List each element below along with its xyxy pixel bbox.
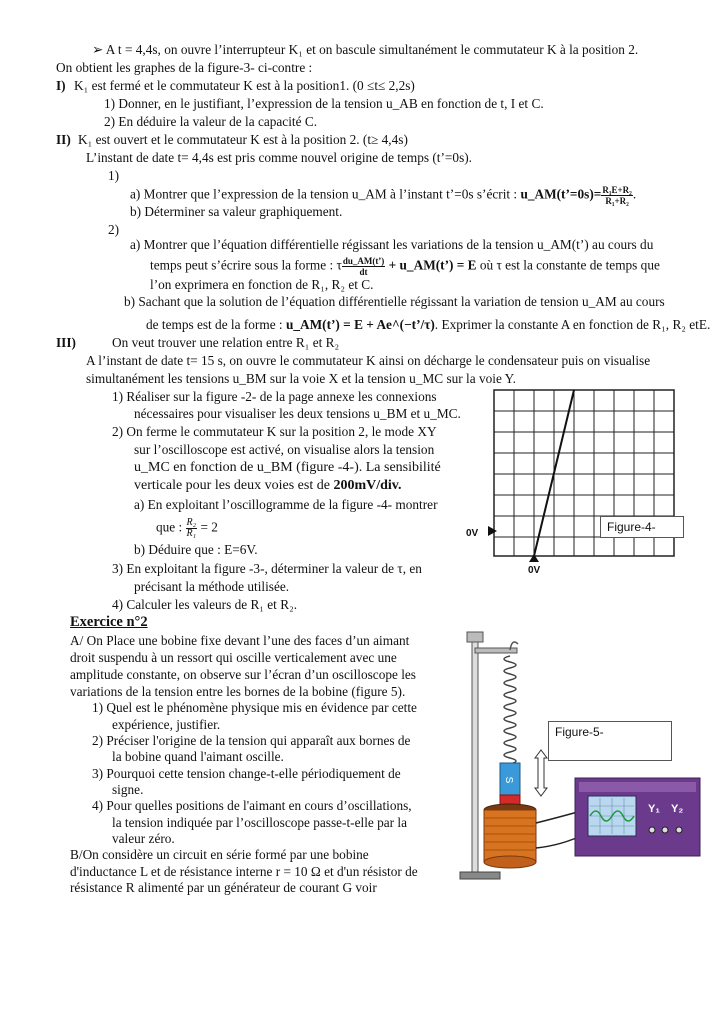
question-continued: sur l’oscilloscope est activé, on visualise alors la tension bbox=[134, 442, 435, 457]
zero-label-bottom: 0V bbox=[528, 565, 541, 576]
question-text: = 2 bbox=[200, 519, 218, 535]
knob bbox=[676, 827, 682, 833]
question: 2) En déduire la valeur de la capacité C. bbox=[104, 114, 318, 129]
question-continued: valeur zéro. bbox=[112, 831, 175, 846]
figure-4-oscillogram bbox=[470, 385, 690, 575]
stand-rod bbox=[472, 638, 478, 873]
fraction-numerator: R₂ bbox=[186, 517, 197, 528]
exercise-title: Exercice n°2 bbox=[70, 614, 148, 630]
text-line: variations de la tension entre les bornes de la bobine (figure 5). bbox=[70, 684, 406, 699]
question: 1) Quel est le phénomène physique mis en évidence par cette bbox=[92, 700, 417, 715]
oscillation-arrow bbox=[535, 750, 547, 796]
formula-uam-zero: u_AM(t’=0s)= bbox=[520, 186, 602, 202]
magnet-label-s: S bbox=[503, 776, 514, 784]
question: b) Déterminer sa valeur graphiquement. bbox=[130, 204, 343, 219]
text-line: B/On considère un circuit en série formé par une bobine bbox=[70, 847, 369, 862]
question: a) Montrer que l’expression de la tension u_AM à l’instant t’=0s s’écrit : u_AM(t’=0s)= $\frac{\text{R₁E+R₂}}{\text{R₁+R₂}}$ . bbox=[130, 185, 637, 206]
text-line: On obtient les graphes de la figure-3- ci-contre : bbox=[56, 60, 313, 75]
channel-label-y2: Y₂ bbox=[671, 803, 684, 815]
channel-label-y1: Y₁ bbox=[648, 803, 660, 815]
question: a) En exploitant l’oscillogramme de la figure -4- montrer bbox=[134, 497, 438, 512]
question-continued: l’on exprimera en fonction de R₁, R₂ et C. bbox=[150, 277, 374, 292]
fraction-numerator: du_AM(t’) bbox=[342, 256, 385, 266]
knob bbox=[649, 827, 655, 833]
question-continued bbox=[146, 316, 710, 333]
fraction-denominator: R₁+R₂ bbox=[605, 196, 629, 206]
fraction bbox=[186, 518, 198, 539]
text-line: On veut trouver une relation entre R₁ et R₂ bbox=[112, 335, 340, 350]
question-continued: expérience, justifier. bbox=[112, 717, 221, 732]
question-continued: précisant la méthode utilisée. bbox=[134, 579, 290, 594]
spring bbox=[504, 656, 516, 776]
text-line: résistance R alimenté par un générateur de courant G voir bbox=[70, 880, 377, 895]
question-text: verticale pour les deux voies est de bbox=[134, 478, 330, 493]
question-continued: u_MC en fonction de u_BM (figure -4-). La sensibilité bbox=[134, 460, 441, 475]
section-number: I) bbox=[56, 78, 66, 93]
text-line: K₁ est fermé et le commutateur K est à la position1. (0 ≤t≤ 2,2s) bbox=[74, 78, 415, 93]
question-text: que : bbox=[156, 519, 183, 535]
question-continued: signe. bbox=[112, 782, 144, 797]
question-continued bbox=[150, 256, 660, 277]
text-line: ➢ A t = 4,4s, on ouvre l’interrupteur K₁ et on bascule simultanément le commutateur K à la position 2. bbox=[92, 42, 639, 57]
question-continued: nécessaires pour visualiser les deux tensions u_BM et u_MC. bbox=[134, 406, 461, 421]
section-number: II) bbox=[56, 132, 71, 147]
question: 2) Préciser l'origine de la tension qui apparaît aux bornes de bbox=[92, 733, 411, 748]
question: 1) Réaliser sur la figure -2- de la page annexe les connexions bbox=[112, 389, 437, 404]
question-text: temps peut s’écrire sous la forme : τ bbox=[150, 257, 342, 273]
question-number: 1) bbox=[108, 168, 120, 183]
fraction bbox=[342, 256, 386, 277]
fraction-denominator: dt bbox=[359, 267, 368, 277]
question: 4) Calculer les valeurs de R₁ et R₂. bbox=[112, 597, 298, 612]
question: b) Sachant que la solution de l’équation différentielle régissant la variation de tension u_AM au cours bbox=[124, 294, 665, 309]
question-number: 2) bbox=[108, 222, 120, 237]
text-line: L’instant de date t= 4,4s est pris comme nouvel origine de temps (t’=0s). bbox=[86, 150, 473, 165]
text-line: A l’instant de date t= 15 s, on ouvre le commutateur K ainsi on décharge le condensateur puis on visualise bbox=[86, 353, 651, 368]
fraction bbox=[601, 185, 633, 206]
text-line: simultanément les tensions u_BM sur la voie X et la tension u_MC sur la voie Y. bbox=[86, 371, 516, 386]
stand-base bbox=[460, 872, 500, 879]
fraction-denominator: R₁ bbox=[186, 528, 197, 539]
oscilloscope-top bbox=[579, 782, 696, 792]
solution-formula: u_AM(t’) = E + Ae^(−t’/τ) bbox=[285, 317, 435, 332]
question-continued bbox=[156, 518, 218, 539]
differential-equation: + u_AM(t’) = E bbox=[388, 257, 477, 273]
zero-label-left: 0V bbox=[466, 528, 479, 539]
question-continued: la bobine quand l'aimant oscille. bbox=[112, 749, 284, 764]
text-line: droit suspendu à un ressort qui oscille verticalement avec une bbox=[70, 650, 397, 665]
figure-4-label: Figure-4- bbox=[600, 516, 684, 538]
section-number: III) bbox=[56, 335, 76, 350]
question-continued: la tension indiquée par l’oscilloscope passe-t-elle par la bbox=[112, 815, 408, 830]
question-text: . Exprimer la constante A en fonction de R₁, R₂ etE. bbox=[434, 317, 711, 332]
figure-5-label: Figure-5- bbox=[548, 721, 672, 761]
fraction-numerator: R₁E+R₂ bbox=[602, 185, 632, 195]
question: a) Montrer que l’équation différentielle régissant les variations de la tension u_AM(t’) au cours du bbox=[130, 237, 654, 252]
question-text: a) Montrer que l’expression de la tension u_AM à l’instant t’=0s s’écrit : bbox=[130, 186, 518, 202]
text-line: amplitude constante, on observe sur l’écran d’un oscilloscope les bbox=[70, 667, 416, 682]
question: 4) Pour quelles positions de l'aimant en cours d’oscillations, bbox=[92, 798, 412, 813]
question-text: où τ est la constante de temps que bbox=[479, 257, 660, 273]
text-line: d'inductance L et de résistance interne r = 10 Ω et d'un résistor de bbox=[70, 864, 418, 879]
question: 2) On ferme le commutateur K sur la position 2, le mode XY bbox=[112, 424, 437, 439]
question-text: de temps est de la forme : bbox=[146, 317, 283, 332]
stand-clamp bbox=[467, 632, 483, 642]
question-continued bbox=[134, 477, 402, 494]
text-line: K₁ est ouvert et le commutateur K est à la position 2. (t≥ 4,4s) bbox=[78, 132, 408, 147]
sensitivity-value: 200mV/div. bbox=[333, 478, 402, 493]
question: 1) Donner, en le justifiant, l’expression de la tension u_AB en fonction de t, I et C. bbox=[104, 96, 544, 111]
knob bbox=[662, 827, 668, 833]
question: b) Déduire que : E=6V. bbox=[134, 542, 258, 557]
question: 3) En exploitant la figure -3-, déterminer la valeur de τ, en bbox=[112, 561, 422, 576]
text-line: A/ On Place une bobine fixe devant l’une des faces d’un aimant bbox=[70, 633, 410, 648]
question: 3) Pourquoi cette tension change-t-elle périodiquement de bbox=[92, 766, 401, 781]
